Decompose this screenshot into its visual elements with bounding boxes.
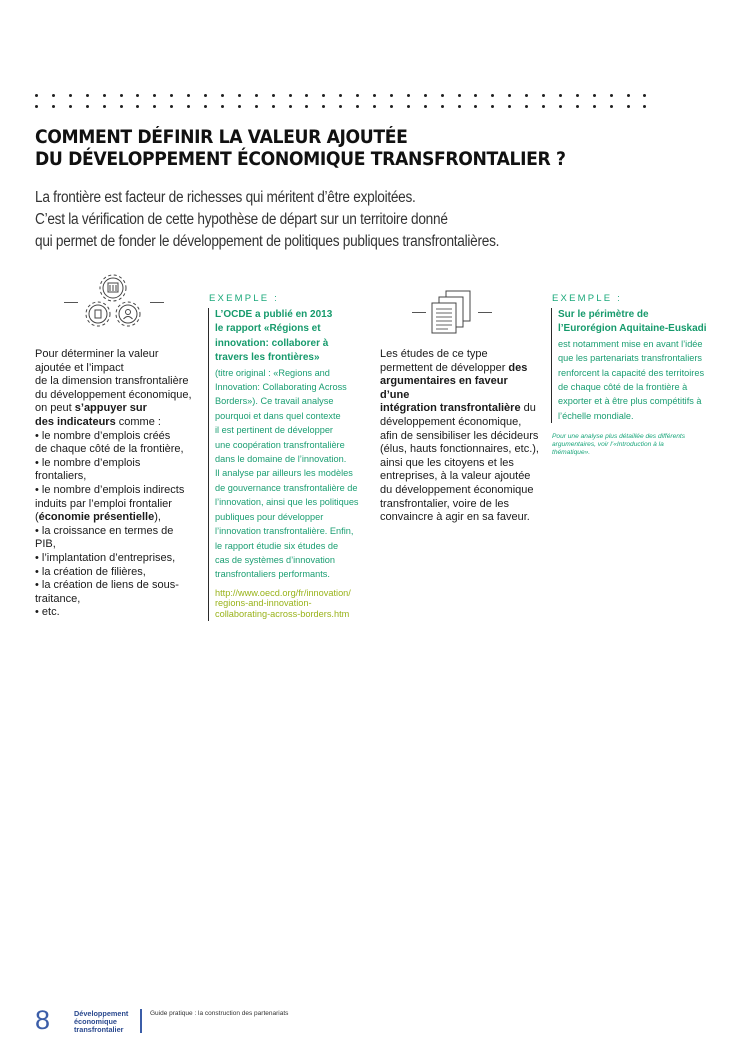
example-body-line: il est pertinent de développer [215,425,333,436]
separator-dot [576,105,579,108]
separator-dot [610,94,613,97]
col3-line [380,402,540,416]
separator-dot [458,105,461,108]
separator-dot [204,105,207,108]
separator-dot [491,105,494,108]
col1-line [35,402,200,416]
example-body-line: est notamment mise en avant l’idée [558,338,703,349]
example-body-line: exporter et à être plus compétitifs à [558,396,702,407]
col1-bold: économie présentielle [38,511,155,524]
separator-dot [255,94,258,97]
example-body-line: Innovation: Collaborating Across [215,382,347,393]
separator-dot [508,94,511,97]
icon-rule-right [150,302,164,303]
col1-line: ajoutée et l’impact [35,361,124,374]
col3-line: développement économique, [380,415,522,428]
separator-dot [458,94,461,97]
separator-dot [153,94,156,97]
separator-dot [356,94,359,97]
separator-dot [69,94,72,97]
separator-dot [373,94,376,97]
oecd-report-link[interactable] [215,588,365,620]
col3-line: convaincre à agir en sa faveur. [380,511,530,524]
icon-rule-left [412,312,426,313]
separator-dot [525,94,528,97]
dotted-separator [35,94,655,108]
indicator-item: • l’implantation d’entreprises, [35,551,176,564]
col3-line: afin de sensibiliser les décideurs [380,429,539,442]
intro-line-2: C’est la vérification de cette hypothèse de départ sur un territoire donné [35,211,448,228]
col3-text: permettent de développer [380,361,509,374]
col3-line: entreprises, à la valeur ajoutée [380,470,531,483]
separator-dot [86,94,89,97]
separator-dot [491,94,494,97]
documents-icon [430,289,474,337]
indicator-item: • le nombre d’emplois indirects [35,483,185,496]
col1-text: comme : [115,415,161,428]
separator-dot [559,94,562,97]
col3-bold: argumentaires en faveur d’une [380,375,508,401]
indicator-item: • etc. [35,606,60,619]
separator-dot [390,105,393,108]
col3-text: du [520,402,536,415]
separator-dot [187,105,190,108]
indicator-item: frontaliers, [35,470,87,483]
analysis-note [552,433,722,457]
col3-bold: des [508,361,528,374]
indicator-item: • la création de liens de sous- [35,579,179,592]
example-body-line: de chaque côté de la frontière à [558,382,688,393]
separator-dot [474,105,477,108]
separator-dot [339,94,342,97]
separator-dot [373,105,376,108]
separator-dot [627,94,630,97]
col3-line: ainsi que les citoyens et les [380,456,514,469]
separator-dot [339,105,342,108]
indicator-item [35,511,200,525]
example-lead: le rapport «Régions et [215,323,321,335]
separator-dot [474,94,477,97]
intro-line-3: qui permet de fonder le développement de politiques publiques transfrontalières. [35,233,500,250]
separator-dot [542,105,545,108]
separator-dot [289,94,292,97]
separator-dot [593,105,596,108]
separator-dot [643,105,646,108]
separator-dot [441,94,444,97]
brand-line: transfrontalier [74,1025,124,1034]
note-line: argumentaires, voir l’«Introduction à la [552,441,664,448]
example-lead: innovation: collaborer à [215,337,329,349]
col1-text: ), [154,511,161,524]
brand-line: Développement [74,1009,129,1018]
separator-dot [187,94,190,97]
separator-dot [35,94,38,97]
separator-dot [610,105,613,108]
example-body-line: le rapport étudie six études de [215,540,339,551]
separator-dot [593,94,596,97]
separator-dot [238,105,241,108]
example-body-line: publiques pour développer [215,511,324,522]
separator-dot [272,94,275,97]
example-body-line: pourquoi et dans quel contexte [215,410,341,421]
separator-dot [322,94,325,97]
separator-dot [204,94,207,97]
separator-dot [170,105,173,108]
intro-paragraph [35,187,499,253]
note-line: Pour une analyse plus détaillée des différents [552,433,686,440]
example-lead: travers les frontières» [215,352,320,364]
col3-line: transfrontalier, voire de les [380,497,510,510]
indicators-column [35,348,200,620]
brand-line: économique [74,1017,117,1026]
footer-divider [140,1009,142,1033]
example-lead: l’Eurorégion Aquitaine-Euskadi [558,323,707,335]
separator-dot [86,105,89,108]
separator-dot [69,105,72,108]
col1-bold: des indicateurs [35,415,116,428]
indicator-item: de chaque côté de la frontière, [35,443,184,456]
col3-line: Les études de ce type [380,348,488,360]
example-body-line: transfrontaliers performants. [215,569,330,580]
url-line[interactable]: http://www.oecd.org/fr/innovation/ [215,587,351,598]
separator-dot [221,105,224,108]
intro-line-1: La frontière est facteur de richesses qui méritent d’être exploitées. [35,189,416,206]
col1-text: ( [35,511,39,524]
example-body-line: dans le domaine de l’innovation. [215,454,347,465]
separator-dot [272,105,275,108]
example-label: EXEMPLE : [209,293,279,304]
separator-dot [35,105,38,108]
example-body-line: cas de systèmes d’innovation [215,554,336,565]
separator-dot [305,105,308,108]
separator-dot [424,94,427,97]
footer-brand [74,1010,128,1034]
indicator-item: PIB, [35,538,56,551]
separator-dot [120,94,123,97]
url-line[interactable]: regions-and-innovation- [215,598,312,609]
separator-dot [103,105,106,108]
col3-line [380,375,540,402]
col3-line [380,362,540,376]
separator-dot [407,94,410,97]
separator-dot [52,105,55,108]
title-line-2: DU DÉVELOPPEMENT ÉCONOMIQUE TRANSFRONTALIER ? [35,149,566,170]
separator-dot [441,105,444,108]
indicator-item: • le nombre d’emplois créés [35,429,171,442]
example-lead: L’OCDE a publié en 2013 [215,309,333,320]
col1-line: de la dimension transfrontalière [35,375,189,388]
example-body-line: Borders»). Ce travail analyse [215,396,334,407]
gears-icon [80,272,146,334]
example-oecd-box [208,308,365,621]
separator-dot [136,105,139,108]
example-body-line: de gouvernance transfrontalière de [215,482,358,493]
col3-line: (élus, hauts fonctionnaires, etc.), [380,443,539,456]
separator-dot [508,105,511,108]
icon-rule-left [64,302,78,303]
separator-dot [627,105,630,108]
indicator-item: • le nombre d’emplois [35,456,141,469]
indicator-item: traitance, [35,592,81,605]
col3-line: du développement économique [380,483,534,496]
example-body-line: l’échelle mondiale. [558,410,634,421]
argumentaires-column [380,348,540,525]
separator-dot [424,105,427,108]
separator-dot [407,105,410,108]
example-body-line: que les partenariats transfrontaliers [558,353,703,364]
example-body-line: une coopération transfrontalière [215,439,345,450]
indicator-item: • la création de filières, [35,565,146,578]
page-number: 8 [35,1005,51,1035]
example-euregion-box [551,308,713,423]
separator-dot [120,105,123,108]
col1-text: on peut [35,402,75,415]
col3-bold: intégration transfrontalière [380,402,521,415]
footer-guide-title: Guide pratique : la construction des partenariats [150,1010,289,1017]
separator-dot [255,105,258,108]
separator-dot [542,94,545,97]
example-lead: Sur le périmètre de [558,309,649,320]
separator-dot [390,94,393,97]
note-line: thématique». [552,449,591,456]
example-body-line: renforcent la capacité des territoires [558,367,705,378]
example-label: EXEMPLE : [552,293,622,304]
separator-dot [643,94,646,97]
separator-dot [289,105,292,108]
separator-dot [136,94,139,97]
icon-rule-right [478,312,492,313]
separator-dot [525,105,528,108]
separator-dot [52,94,55,97]
col1-line [35,416,200,430]
separator-dot [153,105,156,108]
separator-dot [103,94,106,97]
col1-line: du développement économique, [35,388,192,401]
url-line[interactable]: collaborating-across-borders.htm [215,608,350,619]
separator-dot [221,94,224,97]
separator-dot [238,94,241,97]
example-body-line: l’innovation, ainsi que les politiques [215,497,359,508]
page-title [35,127,566,171]
title-line-1: COMMENT DÉFINIR LA VALEUR AJOUTÉE [35,127,408,148]
indicator-item: induits par l’emploi frontalier [35,497,172,510]
separator-dot [322,105,325,108]
example-body-line: (titre original : «Regions and [215,367,330,378]
col1-line: Pour déterminer la valeur [35,348,159,360]
separator-dot [576,94,579,97]
separator-dot [356,105,359,108]
separator-dot [559,105,562,108]
indicator-item: • la croissance en termes de [35,524,174,537]
separator-dot [305,94,308,97]
example-body-line: Il analyse par ailleurs les modèles [215,468,353,479]
separator-dot [170,94,173,97]
example-body-line: l’innovation transfrontalière. Enfin, [215,526,354,537]
col1-bold: s’appuyer sur [74,402,147,415]
